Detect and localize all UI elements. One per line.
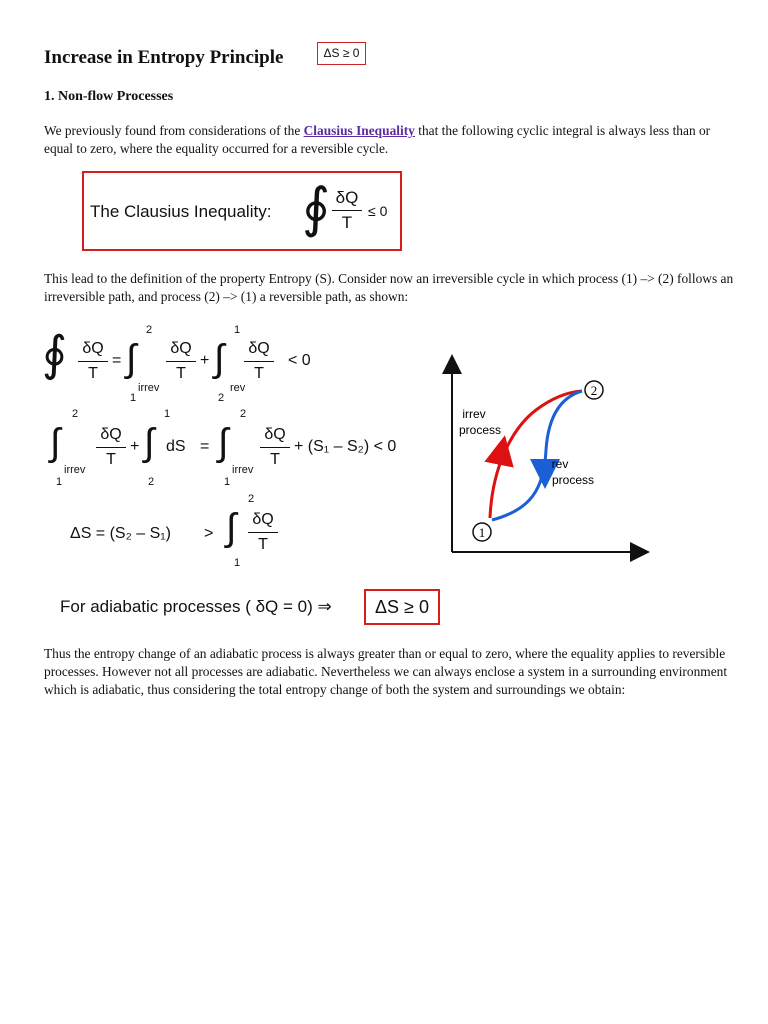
- clausius-inequality-box: [82, 171, 402, 251]
- integral-lower-limit: 2: [148, 476, 155, 488]
- fraction: [96, 424, 126, 471]
- integral-symbol: ∫: [218, 422, 229, 464]
- fraction: [244, 338, 274, 385]
- numerator: δQ: [170, 340, 192, 357]
- integral-symbol: ∫: [226, 507, 237, 549]
- integral-subscript: irrev: [64, 464, 86, 476]
- page-title: Increase in Entropy Principle: [44, 47, 284, 68]
- paragraph-text: that the following cyclic integral is always less than or equal to zero, where the equality occurred for a reversible cycle.: [44, 123, 711, 156]
- ds-term: dS: [166, 438, 186, 455]
- integral-lower-limit: 1: [56, 476, 63, 488]
- fraction: [78, 338, 108, 385]
- irrev-label: irrev: [462, 407, 486, 421]
- plus-sign: +: [130, 438, 140, 455]
- delta-s-expression: ΔS = (S₂ – S₁): [70, 525, 171, 542]
- relation: ≤ 0: [368, 203, 388, 219]
- denominator: T: [106, 451, 116, 468]
- paragraph-cycle: This lead to the definition of the property Entropy (S). Consider now an irreversible cycle in which process (1) –> (2) follows an irreversible path, and process (2) –> (1) a reversible path, as shown:: [44, 271, 734, 304]
- relation: < 0: [288, 352, 311, 369]
- denominator: T: [270, 451, 280, 468]
- fraction: [332, 187, 362, 234]
- plus-sign: +: [200, 352, 210, 369]
- numerator: δQ: [248, 340, 270, 357]
- numerator: δQ: [264, 426, 286, 443]
- integral-upper-limit: 1: [164, 408, 171, 420]
- rev-label: rev: [551, 457, 569, 471]
- integral-upper-limit: 2: [248, 493, 255, 505]
- equals-sign: =: [200, 438, 210, 455]
- irrev-process-label: process: [458, 423, 502, 437]
- integral-lower-limit: 2: [218, 392, 225, 404]
- equation-tail: + (S₁ – S₂) < 0: [294, 438, 397, 455]
- adiabatic-result-box: ΔS ≥ 0: [364, 589, 440, 625]
- integral-upper-limit: 2: [240, 408, 247, 420]
- paragraph-intro: [44, 122, 734, 158]
- rev-process-label: process: [551, 473, 595, 487]
- greater-than-sign: >: [204, 525, 214, 542]
- fraction: [248, 509, 278, 556]
- clausius-inequality-link[interactable]: Clausius Inequality: [303, 123, 415, 138]
- integral-lower-limit: 1: [130, 392, 137, 404]
- paragraph-adiabatic: Thus the entropy change of an adiabatic process is always greater than or equal to zero, where the equality applies to reversible processes. However not all processes are adiabatic. Nevertheless we can always enclose a system in a surrounding environment which is adiabatic, thus considering the total entropy change of both the system and surroundings we obtain:: [44, 646, 728, 697]
- entropy-badge: ΔS ≥ 0: [317, 42, 366, 65]
- integral-symbol: ∫: [214, 338, 225, 380]
- integral-subscript: rev: [230, 382, 246, 394]
- integral-symbol: ∫: [126, 338, 137, 380]
- irreversible-arrow: [500, 450, 502, 460]
- fraction: [166, 338, 196, 385]
- equals-sign: =: [112, 352, 122, 369]
- fraction: [260, 424, 290, 471]
- numerator: δQ: [335, 188, 359, 207]
- integral-subscript: irrev: [232, 464, 254, 476]
- integral-lower-limit: 1: [234, 557, 241, 569]
- integral-symbol: ∫: [50, 422, 61, 464]
- equation-3: [70, 495, 310, 575]
- numerator: δQ: [100, 426, 122, 443]
- integral-upper-limit: 2: [146, 324, 153, 336]
- paragraph-text: We previously found from considerations of the: [44, 123, 304, 138]
- denominator: T: [258, 536, 268, 553]
- integral-upper-limit: 1: [234, 324, 241, 336]
- integral-upper-limit: 2: [72, 408, 79, 420]
- integral-subscript: irrev: [138, 382, 160, 394]
- integral-symbol: ∫: [144, 422, 155, 464]
- equation-2: [50, 408, 430, 492]
- state-point-1-label: 1: [478, 525, 486, 540]
- adiabatic-statement: For adiabatic processes ( δQ = 0) ⇒: [60, 597, 332, 616]
- denominator: T: [176, 365, 186, 382]
- integral-lower-limit: 1: [224, 476, 231, 488]
- clausius-label: The Clausius Inequality:: [90, 202, 272, 221]
- state-point-2-label: 2: [590, 383, 598, 398]
- denominator: T: [254, 365, 264, 382]
- denominator: T: [341, 213, 353, 232]
- numerator: δQ: [252, 511, 274, 528]
- cyclic-integral-symbol: ∮: [302, 178, 331, 238]
- cycle-diagram: [440, 350, 660, 565]
- irreversible-path: [490, 391, 582, 518]
- equation-1: [42, 324, 342, 420]
- cyclic-integral-symbol: ∮: [42, 328, 68, 381]
- numerator: δQ: [82, 340, 104, 357]
- denominator: T: [88, 365, 98, 382]
- section-heading: 1. Non-flow Processes: [44, 89, 174, 104]
